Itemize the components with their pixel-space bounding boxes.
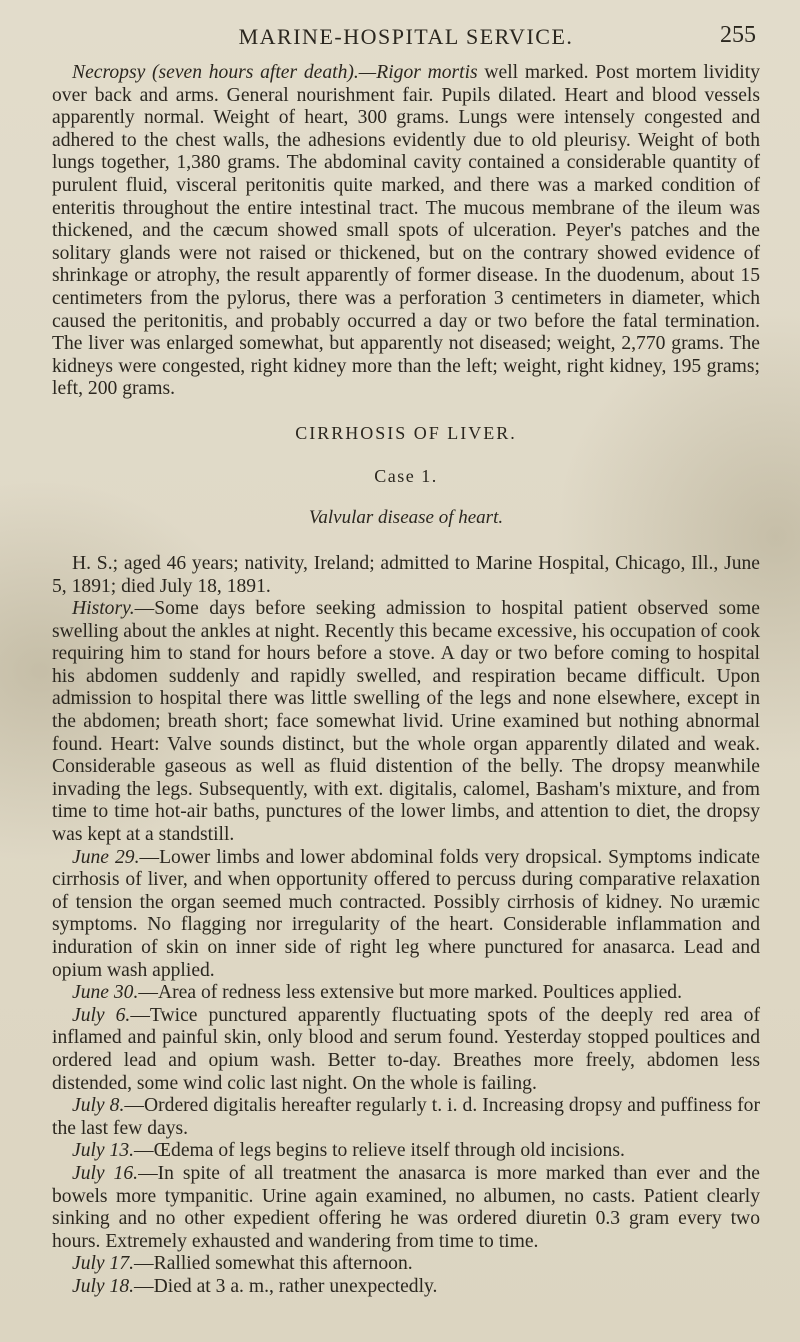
running-title: MARINE-HOSPITAL SERVICE. (238, 24, 574, 49)
entry-paragraph-july-16 (52, 1163, 760, 1253)
entry-text: —Œdema of legs begins to relieve itself through old incisions. (134, 1140, 625, 1162)
entry-text: —Some days before seeking admission to hospital patient observed some swelling about the ankles at night. Recently this became excessive, his occupation of cook requiring him to stand for hours before a stove. A day or two before coming to hospital his abdomen suddenly and rapidly swelled, and respiration became difficult. Upon admission to hospital there was little swelling of the legs and none elsewhere, except in the abdomen; breath short; face somewhat livid. Urine examined but nothing abnormal found. Heart: Valve sounds distinct, but the whole organ apparently dilated and weak. Considerable gaseous as well as fluid distention of the belly. The dropsy meanwhile invading the legs. Subsequently, with ext. digitalis, calomel, Basham's mixture, and from time to time hot-air baths, punctures of the lower limbs, and attention to diet, the dropsy was kept at a standstill. (52, 598, 760, 846)
entry-text: —Rallied somewhat this afternoon. (134, 1253, 413, 1275)
entry-label: June 29. (72, 846, 140, 868)
entry-label: July 8. (72, 1095, 125, 1117)
entry-label: History. (72, 598, 135, 620)
section-heading: CIRRHOSIS OF LIVER. (295, 422, 517, 443)
page-number: 255 (720, 22, 756, 48)
entry-text: —Lower limbs and lower abdominal folds very dropsical. Symptoms indicate cirrhosis of liver, and when opportunity offered to percuss during comparative relaxation of tension the organ seemed much contracted. Possibly cirrhosis of kidney. No uræmic symptoms. No flagging nor irregularity of the heart. Considerable inflammation and induration of skin on inner side of right leg where punctured for anasarca. Lead and opium wash applied. (52, 846, 760, 981)
patient-paragraph: H. S.; aged 46 years; nativity, Ireland; admitted to Marine Hospital, Chicago, Ill., June 5, 1891; died July 18, 1891. (52, 552, 760, 597)
entry-paragraph-history (52, 598, 760, 847)
entry-text: —Died at 3 a. m., rather unexpectedly. (134, 1275, 438, 1297)
entry-paragraph-june-30 (52, 982, 760, 1005)
entry-text: —Ordered digitalis hereafter regularly t. i. d. Increasing dropsy and puffiness for the last few days. (52, 1095, 760, 1139)
entry-label: July 17. (72, 1253, 135, 1275)
entry-paragraph-july-8 (52, 1095, 760, 1140)
case-subheading: Valvular disease of heart. (308, 506, 504, 528)
page-header (52, 0, 760, 62)
entry-paragraph-july-13 (52, 1140, 760, 1163)
entry-paragraph-june-29 (52, 847, 760, 983)
entry-label: July 16. (72, 1162, 139, 1184)
entry-label: July 6. (72, 1004, 131, 1026)
necropsy-label: Necropsy (seven hours after death).—Rigor mortis (72, 62, 478, 83)
necropsy-paragraph (52, 62, 760, 401)
entry-label: July 18. (72, 1275, 135, 1297)
case-heading: Case 1. (374, 465, 438, 486)
entry-paragraph-july-17 (52, 1253, 760, 1276)
entry-text: —In spite of all treatment the anasarca is more marked than ever and the bowels more tympanitic. Urine again examined, no albumen, no casts. Patient clearly sinking and no other expedient offering he was ordered diuretin 0.3 gram every two hours. Extremely exhausted and wandering from time to time. (52, 1162, 760, 1252)
entry-label: June 30. (72, 982, 139, 1004)
entry-text: —Twice punctured apparently fluctuating spots of the deeply red area of inflamed and painful skin, only blood and serum found. Yesterday stopped poultices and ordered lead and opium wash. Better to-day. Breathes more freely, abdomen less distended, some wind colic last night. On the whole is failing. (52, 1004, 761, 1094)
entry-paragraph-july-18 (52, 1276, 760, 1299)
necropsy-text: well marked. Post mortem lividity over back and arms. General nourishment fair. Pupils dilated. Heart and blood vessels apparently normal. Weight of heart, 300 grams. Lungs were intensely congested and adhered to the chest walls, the adhesions evidently due to old pleurisy. Weight of both lungs together, 1,380 grams. The abdominal cavity contained a considerable quantity of purulent fluid, visceral peritonitis quite marked, and there was a marked condition of enteritis throughout the entire intestinal tract. The mucous membrane of the ileum was thickened, and the cæcum showed small spots of ulceration. Peyer's patches and the solitary glands were not raised or thickened, but on the contrary showed evidence of shrinkage or atrophy, the result apparently of former disease. In the duodenum, about 15 centimeters from the pylorus, there was a perforation 3 centimeters in diameter, which caused the peritonitis, and probably occurred a day or two before the fatal termination. The liver was enlarged somewhat, but apparently not diseased; weight, 2,770 grams. The kidneys were congested, right kidney more than the left; weight, right kidney, 195 grams; left, 200 grams. (52, 62, 760, 400)
entry-paragraph-july-6 (52, 1005, 760, 1095)
entry-label: July 13. (72, 1140, 135, 1162)
entry-text: —Area of redness less extensive but more marked. Poultices applied. (138, 982, 682, 1004)
